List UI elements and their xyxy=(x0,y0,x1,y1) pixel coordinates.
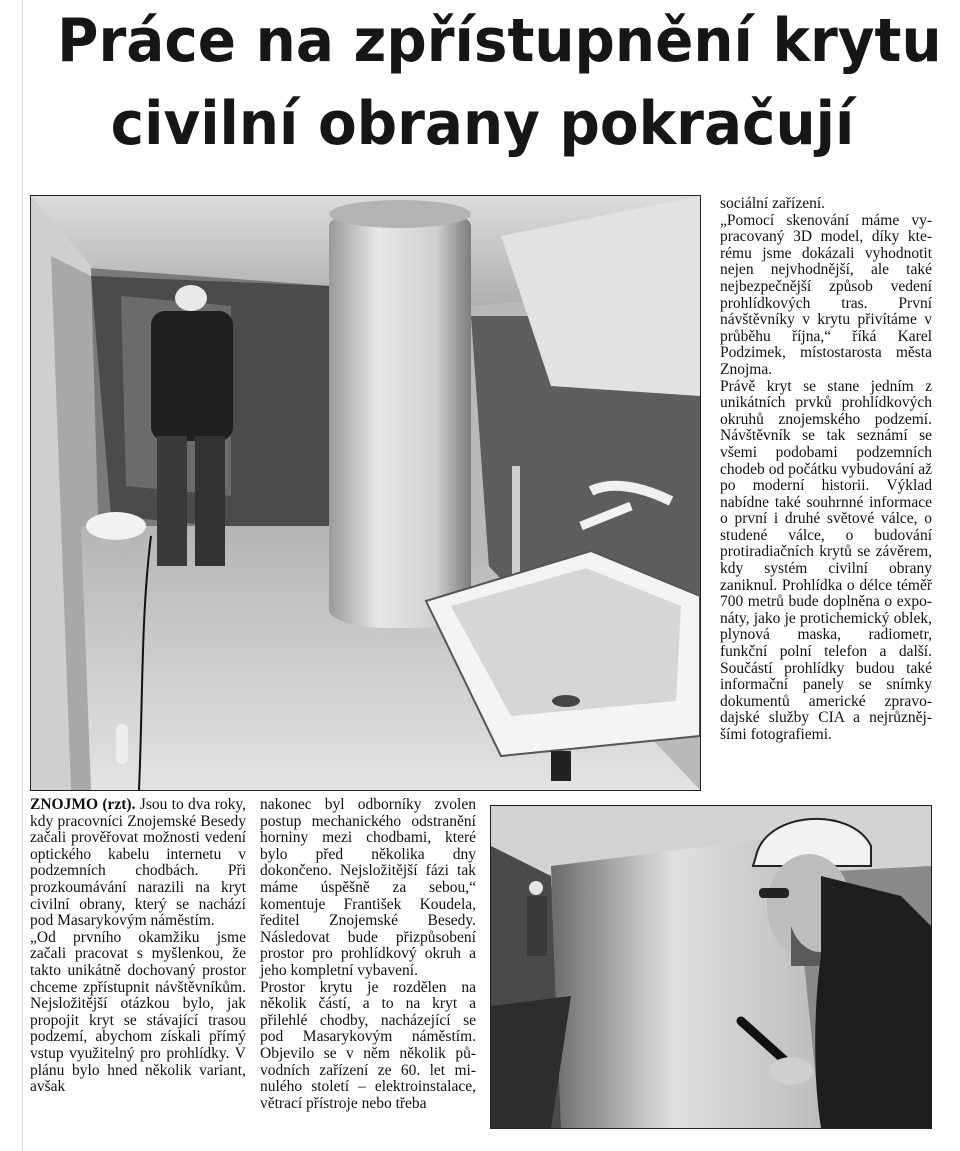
column-1 xyxy=(30,797,246,1096)
photo-tunnel-inspection xyxy=(490,805,932,1129)
column-2 xyxy=(260,797,476,1112)
paragraph: nakonec byl odborníky zvolen postup mechanického odstranění horniny mezi chodbami, které bylo před několika dny dokončeno. Nejsložitější fázi tak máme úspěšně za sebou,“ komentuje František Koudela, ředitel Znojemské Besedy. Následovat bude přizpůsobení prostor pro prohlídkový okruh a jeho kompletní vybavení. xyxy=(260,796,476,979)
column-right xyxy=(720,196,932,744)
paragraph: Právě kryt se stane jedním z unikátních prvků prohlídkových okruhů znojemského podzemí. Návštěvník se tak seznámí se všemi podobami podzemních chodeb od počátku vybudování až po moderní historii. Výklad nabídne také souhrnné informace o první i druhé světové válce, o studené válce, o budování protiradiačních krytů se závěrem, kdy systém civilní obrany zaniknul. Prohlídka o délce téměř 700 metrů bude doplněna o exponáty, jako je protichemický oblek, plynová maska, radiometr, funkční polní telefon a další. Součástí prohlídky budou také informační panely se snímky dokumentů americké zpravodajské služby CIA a nejrůznějšími fotografiemi. xyxy=(720,377,932,743)
headline-line-1: Práce na zpřístupnění krytu xyxy=(57,6,942,76)
paragraph: „Pomocí skenování máme vypracovaný 3D model, díky kterému jsme dokázali vyhodnotit nejen nejvhodnější, ale také nejbezpečnější způsob vedení prohlídkových tras. První návštěvníky v krytu přivítáme v průběhu října,“ říká Karel Podzimek, místostarosta města Znojma. xyxy=(720,211,932,378)
paragraph xyxy=(30,797,246,930)
page-edge xyxy=(22,0,23,1151)
headline xyxy=(57,0,942,190)
headline-line-2: civilní obrany pokračují xyxy=(110,89,855,159)
dateline: ZNOJMO (rzt). xyxy=(30,796,136,813)
paragraph: „Od prvního okamžiku jsme začali pracovat s myšlenkou, že takto unikátně dochovaný prostor chceme zpřístupnit návštěvníkům. Nejsložitější otázkou bylo, jak propojit kryt se stávající trasou podzemí, abychom získali přímý vstup využitelný pro prohlídky. V plánu bylo hned několik variant, avšak xyxy=(30,928,246,1096)
paragraph-text: Jsou to dva roky, kdy pracovníci Znojemské Besedy začali prověřovat možnosti vedení optického kabelu internetu v podzemních chodbách. Při prozkoumávání narazili na kryt civilní obrany, který se nachází pod Masarykovým náměstím. xyxy=(30,796,246,930)
paragraph: Prostor krytu je rozdělen na několik částí, a to na kryt a přilehlé chodby, nacházející se pod Masarykovým náměstím. Objevilo se v něm několik původních zařízení ze 60. let minulého století – elektroinstalace, větrací přístroje nebo třeba xyxy=(260,978,476,1112)
paragraph: sociální zařízení. xyxy=(720,195,826,212)
photo-shelter-corridor xyxy=(30,195,701,791)
